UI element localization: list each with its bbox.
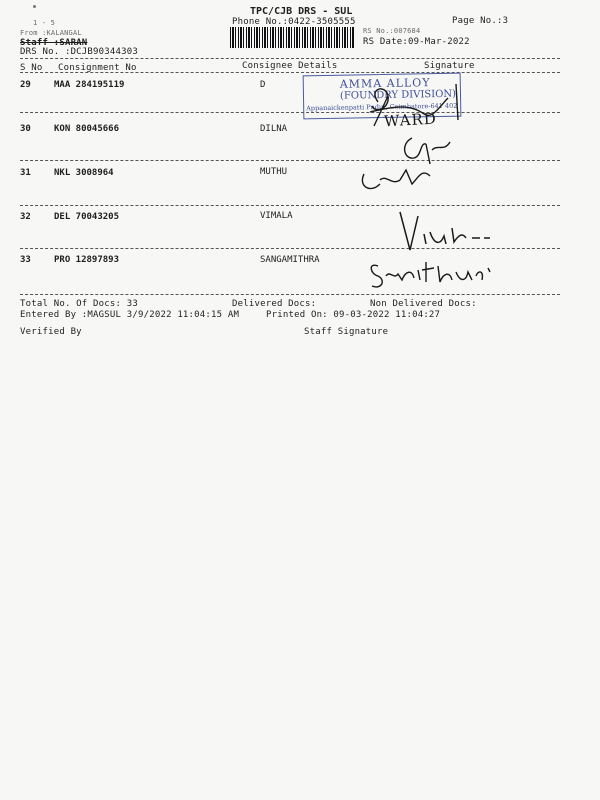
table-row-consignment: DEL 70043205 bbox=[54, 212, 120, 222]
stamp-line-2: (FOUNDRY DIVISION) bbox=[339, 88, 457, 102]
signature-row-29 bbox=[348, 78, 468, 138]
table-row-consignee: DILNA bbox=[260, 124, 288, 134]
table-row-sno: 33 bbox=[20, 255, 31, 265]
table-row-sno: 31 bbox=[20, 168, 31, 178]
report-title: TPC/CJB DRS - SUL bbox=[250, 6, 353, 17]
printed-on: Printed On: 09-03-2022 11:04:27 bbox=[266, 310, 441, 320]
row-divider bbox=[20, 205, 560, 206]
staff-line: Staff :SARAN bbox=[20, 38, 88, 48]
verified-by: Verified By bbox=[20, 327, 82, 337]
table-row-consignment: PRO 12897893 bbox=[54, 255, 120, 265]
table-row-sno: 30 bbox=[20, 124, 31, 134]
non-delivered-docs: Non Delivered Docs: bbox=[370, 299, 477, 309]
table-row-consignment: KON 80045666 bbox=[54, 124, 120, 134]
stamp-line-1: AMMA ALLOY bbox=[339, 76, 431, 91]
total-docs: Total No. Of Docs: 33 bbox=[20, 299, 138, 309]
row-divider bbox=[20, 160, 560, 161]
scan-speck bbox=[33, 5, 36, 8]
delivered-docs: Delivered Docs: bbox=[232, 299, 317, 309]
table-row-sno: 32 bbox=[20, 212, 31, 222]
row-divider bbox=[20, 112, 560, 113]
table-row-consignment: NKL 3008964 bbox=[54, 168, 114, 178]
table-row-sno: 29 bbox=[20, 80, 31, 90]
barcode bbox=[230, 27, 355, 48]
divider bbox=[20, 72, 560, 73]
corner-marks: 1 - 5 bbox=[33, 19, 56, 27]
from-line: From :KALANGAL bbox=[20, 29, 82, 37]
stamp-line-3: Appanaickenpatti Pudur, Coimbatore-641 402 bbox=[306, 101, 458, 113]
table-row-consignment: MAA 284195119 bbox=[54, 80, 125, 90]
table-row-consignee: VIMALA bbox=[260, 211, 293, 221]
table-row-consignee: SANGAMITHRA bbox=[260, 255, 320, 265]
table-row-consignee: D bbox=[260, 80, 266, 90]
handwritten-ward: WARD bbox=[383, 109, 438, 131]
staff-signature: Staff Signature bbox=[304, 327, 389, 337]
rs-number: RS No.:007684 bbox=[363, 27, 421, 35]
page-number: Page No.:3 bbox=[452, 16, 509, 26]
entered-by: Entered By :MAGSUL 3/9/2022 11:04:15 AM bbox=[20, 310, 240, 320]
table-row-consignee: MUTHU bbox=[260, 167, 288, 177]
divider bbox=[20, 58, 560, 59]
drs-number: DRS No. :DCJB90344303 bbox=[20, 47, 138, 57]
signature-row-30-31 bbox=[360, 130, 470, 200]
column-header-consignee: Consignee Details bbox=[242, 61, 338, 71]
rs-date: RS Date:09-Mar-2022 bbox=[363, 37, 470, 47]
phone-number: Phone No.:0422-3505555 bbox=[232, 17, 356, 27]
column-header-sno: S No bbox=[20, 63, 43, 73]
signature-row-32 bbox=[396, 208, 496, 258]
column-header-consignment: Consignment No bbox=[58, 63, 137, 73]
signature-row-33 bbox=[368, 258, 498, 298]
column-header-signature: Signature bbox=[424, 61, 475, 71]
